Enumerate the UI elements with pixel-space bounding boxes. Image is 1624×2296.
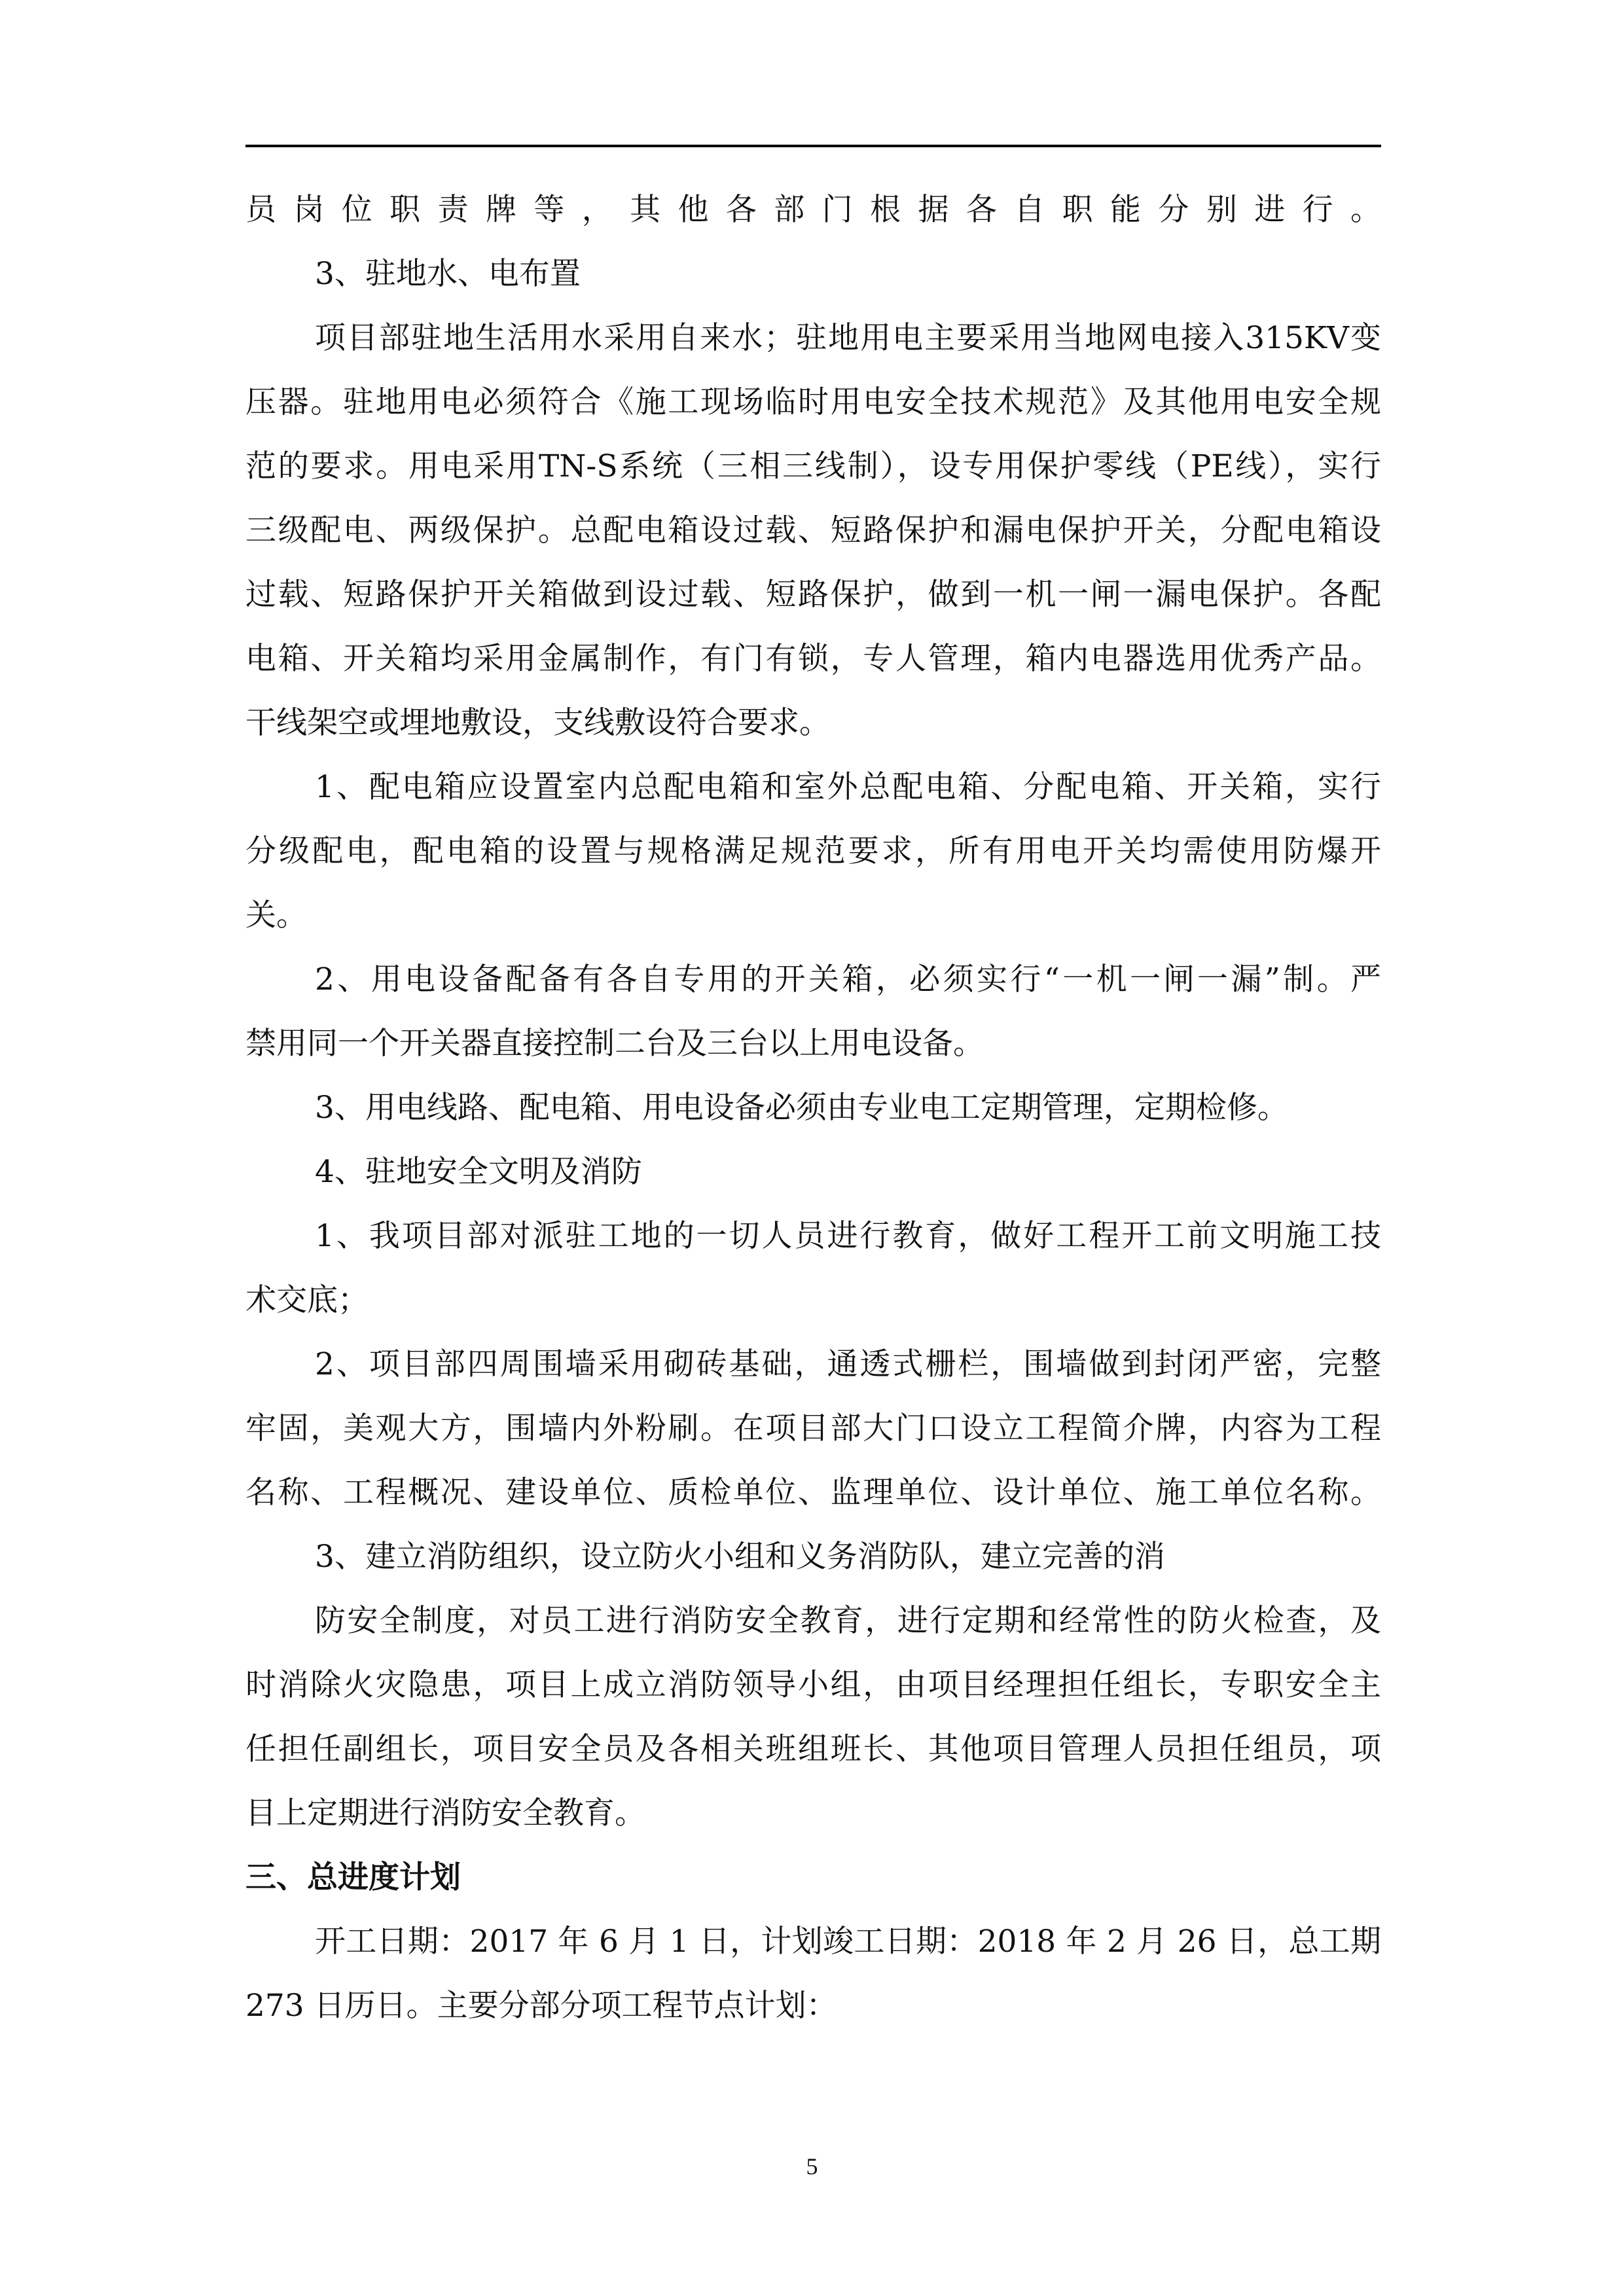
body-line: 目上定期进行消防安全教育。 — [245, 1795, 645, 1831]
body-line: 关。 — [245, 897, 307, 933]
body-line: 2、项目部四周围墙采用砌砖基础，通透式栅栏，围墙做到封闭严密，完整 — [315, 1346, 1381, 1382]
body-line: 开工日期：2017 年 6 月 1 日，计划竣工日期：2018 年 2 月 26 日，总工期 — [315, 1924, 1381, 1960]
body-line: 名称、工程概况、建设单位、质检单位、监理单位、设计单位、施工单位名称。 — [245, 1475, 1381, 1511]
body-line: 电箱、开关箱均采用金属制作，有门有锁，专人管理，箱内电器选用优秀产品。 — [245, 641, 1381, 677]
body-line: 压器。驻地用电必须符合《施工现场临时用电安全技术规范》及其他用电安全规 — [245, 384, 1381, 420]
body-line: 项目部驻地生活用水采用自来水；驻地用电主要采用当地网电接入315KV变 — [315, 320, 1381, 356]
body-line: 1、我项目部对派驻工地的一切人员进行教育，做好工程开工前文明施工技 — [315, 1218, 1381, 1254]
body-line: 干线架空或埋地敷设，支线敷设符合要求。 — [245, 705, 830, 741]
body-line: 3、建立消防组织，设立防火小组和义务消防队，建立完善的消 — [315, 1539, 1165, 1575]
body-line: 分级配电，配电箱的设置与规格满足规范要求，所有用电开关均需使用防爆开 — [245, 833, 1381, 869]
subsection-heading: 4、驻地安全文明及消防 — [315, 1154, 642, 1190]
body-line: 范的要求。用电采用TN-S系统（三相三线制），设专用保护零线（PE线），实行 — [245, 448, 1381, 484]
header-rule — [245, 145, 1381, 147]
page-number: 5 — [806, 2153, 818, 2179]
section-heading: 三、总进度计划 — [245, 1859, 461, 1895]
body-line: 3、用电线路、配电箱、用电设备必须由专业电工定期管理，定期检修。 — [315, 1090, 1288, 1126]
document-body — [245, 178, 1381, 2038]
body-line: 禁用同一个开关器直接控制二台及三台以上用电设备。 — [245, 1026, 984, 1062]
subsection-heading: 3、驻地水、电布置 — [315, 256, 581, 292]
body-line: 时消除火灾隐患，项目上成立消防领导小组，由项目经理担任组长，专职安全主 — [245, 1667, 1381, 1703]
body-line: 三级配电、两级保护。总配电箱设过载、短路保护和漏电保护开关，分配电箱设 — [245, 512, 1381, 548]
body-line: 术交底； — [245, 1282, 369, 1318]
body-line: 防安全制度，对员工进行消防安全教育，进行定期和经常性的防火检查，及 — [315, 1603, 1381, 1639]
body-line: 任担任副组长，项目安全员及各相关班组班长、其他项目管理人员担任组员，项 — [245, 1731, 1381, 1767]
body-line: 2、用电设备配备有各自专用的开关箱，必须实行“一机一闸一漏”制。严 — [315, 961, 1381, 997]
body-line: 过载、短路保护开关箱做到设过载、短路保护，做到一机一闸一漏电保护。各配 — [245, 577, 1381, 613]
body-line: 牢固，美观大方，围墙内外粉刷。在项目部大门口设立工程简介牌，内容为工程 — [245, 1410, 1381, 1446]
body-line: 员岗位职责牌等，其他各部门根据各自职能分别进行。 — [245, 192, 1381, 228]
body-line: 273 日历日。主要分部分项工程节点计划： — [245, 1988, 837, 2024]
body-line: 1、配电箱应设置室内总配电箱和室外总配电箱、分配电箱、开关箱，实行 — [315, 769, 1381, 805]
